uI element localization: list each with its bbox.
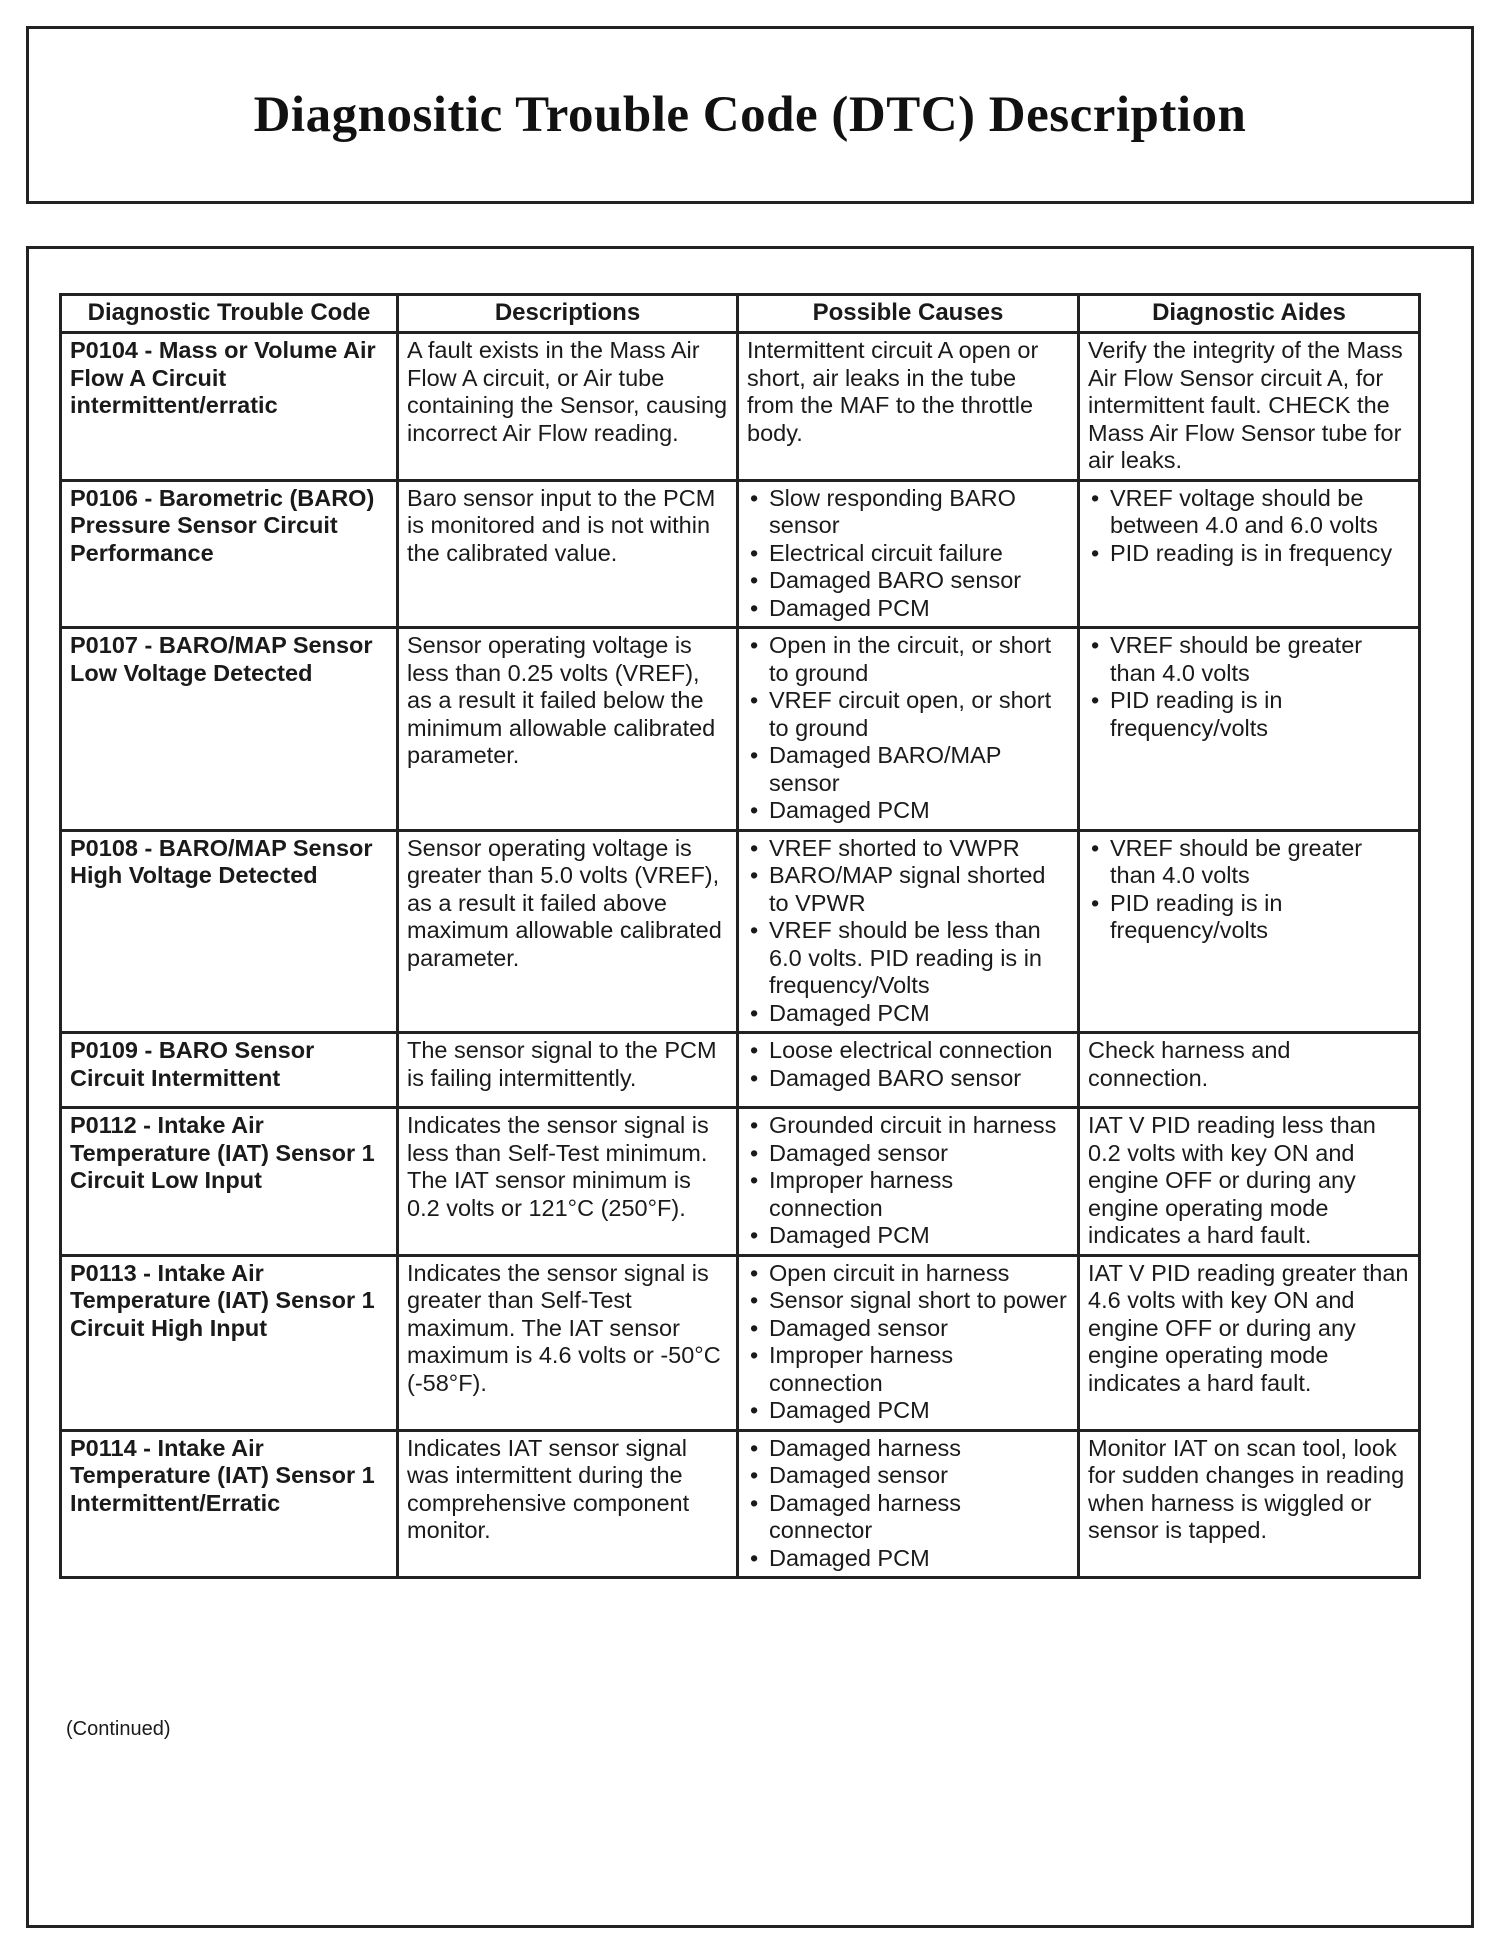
possible-causes-cell: [738, 628, 1079, 831]
possible-causes-cell: [738, 480, 1079, 628]
possible-causes-cell: [738, 1108, 1079, 1256]
list-item: • Damaged PCM: [747, 1545, 1069, 1573]
diagnostic-aides-list: [1088, 835, 1410, 945]
possible-causes-list: [747, 1435, 1069, 1573]
diagnostic-aides-cell: [1079, 1430, 1420, 1578]
dtc-code-cell: P0107 - BARO/MAP Sensor Low Voltage Detected: [61, 628, 398, 831]
diagnostic-aides-cell: [1079, 480, 1420, 628]
list-item: • Damaged sensor: [747, 1140, 1069, 1168]
description-cell: Sensor operating voltage is less than 0.25 volts (VREF), as a result it failed below the minimum allowable calibrated parameter.: [398, 628, 738, 831]
cell-text: Check harness and connection.: [1088, 1037, 1291, 1091]
diagnostic-aides-list: [1088, 632, 1410, 742]
list-item: • Open in the circuit, or short to ground: [747, 632, 1069, 687]
dtc-table: [59, 293, 1421, 1579]
description-cell: Sensor operating voltage is greater than 5.0 volts (VREF), as a result it failed above maximum allowable calibrated parameter.: [398, 830, 738, 1033]
diagnostic-aides-cell: [1079, 1108, 1420, 1256]
list-item: • Damaged PCM: [747, 1222, 1069, 1250]
possible-causes-cell: [738, 1430, 1079, 1578]
list-item: • VREF shorted to VWPR: [747, 835, 1069, 863]
title-box: [26, 26, 1474, 204]
possible-causes-list: [747, 835, 1069, 1028]
diagnostic-aides-cell: [1079, 1033, 1420, 1108]
list-item: • Damaged BARO sensor: [747, 1065, 1069, 1093]
possible-causes-list: [747, 1260, 1069, 1425]
diagnostic-aides-cell: [1079, 628, 1420, 831]
continued-note: (Continued): [66, 1718, 171, 1740]
possible-causes-list: [747, 485, 1069, 623]
list-item: • BARO/MAP signal shorted to VPWR: [747, 862, 1069, 917]
list-item: • VREF circuit open, or short to ground: [747, 687, 1069, 742]
list-item: • PID reading is in frequency/volts: [1088, 890, 1410, 945]
dtc-code-cell: P0109 - BARO Sensor Circuit Intermittent: [61, 1033, 398, 1108]
list-item: • Grounded circuit in harness: [747, 1112, 1069, 1140]
possible-causes-list: [747, 1112, 1069, 1250]
description-cell: The sensor signal to the PCM is failing intermittently.: [398, 1033, 738, 1108]
list-item: • Damaged harness: [747, 1435, 1069, 1463]
dtc-code-cell: P0104 - Mass or Volume Air Flow A Circuit intermittent/erratic: [61, 333, 398, 481]
dtc-code-cell: P0106 - Barometric (BARO) Pressure Sensor Circuit Performance: [61, 480, 398, 628]
description-cell: Indicates the sensor signal is less than Self-Test minimum. The IAT sensor minimum is 0.2 volts or 121°C (250°F).: [398, 1108, 738, 1256]
dtc-code-cell: P0108 - BARO/MAP Sensor High Voltage Detected: [61, 830, 398, 1033]
description-cell: A fault exists in the Mass Air Flow A circuit, or Air tube containing the Sensor, causing incorrect Air Flow reading.: [398, 333, 738, 481]
list-item: • Sensor signal short to power: [747, 1287, 1069, 1315]
cell-text: IAT V PID reading greater than 4.6 volts with key ON and engine OFF or during any engine operating mode indicates a hard fault.: [1088, 1259, 1409, 1396]
page-title: Diagnositic Trouble Code (DTC) Description: [253, 87, 1247, 143]
table-row: [61, 830, 1420, 1033]
possible-causes-cell: [738, 333, 1079, 481]
list-item: • Damaged PCM: [747, 1397, 1069, 1425]
list-item: • VREF voltage should be between 4.0 and 6.0 volts: [1088, 485, 1410, 540]
list-item: • Improper harness connection: [747, 1167, 1069, 1222]
list-item: • PID reading is in frequency/volts: [1088, 687, 1410, 742]
list-item: • Improper harness connection: [747, 1342, 1069, 1397]
list-item: • Damaged sensor: [747, 1315, 1069, 1343]
table-row: [61, 628, 1420, 831]
column-header-descriptions: Descriptions: [398, 295, 738, 333]
list-item: • Damaged BARO/MAP sensor: [747, 742, 1069, 797]
column-header-diagnostic-aides: Diagnostic Aides: [1079, 295, 1420, 333]
list-item: • Open circuit in harness: [747, 1260, 1069, 1288]
table-row: [61, 1033, 1420, 1108]
list-item: • VREF should be greater than 4.0 volts: [1088, 835, 1410, 890]
list-item: • Damaged harness connector: [747, 1490, 1069, 1545]
cell-text: Verify the integrity of the Mass Air Flow Sensor circuit A, for intermittent fault. CHECK the Mass Air Flow Sensor tube for air leaks.: [1088, 337, 1403, 473]
possible-causes-cell: [738, 830, 1079, 1033]
list-item: • Electrical circuit failure: [747, 540, 1069, 568]
description-cell: Indicates the sensor signal is greater than Self-Test maximum. The IAT sensor maximum is 4.6 volts or -50°C (-58°F).: [398, 1255, 738, 1430]
table-body: [61, 333, 1420, 1578]
dtc-code-cell: P0114 - Intake Air Temperature (IAT) Sensor 1 Intermittent/Erratic: [61, 1430, 398, 1578]
possible-causes-cell: [738, 1255, 1079, 1430]
cell-text: Intermittent circuit A open or short, air leaks in the tube from the MAF to the throttle body.: [747, 337, 1039, 446]
diagnostic-aides-list: [1088, 485, 1410, 568]
cell-text: Monitor IAT on scan tool, look for sudden changes in reading when harness is wiggled or sensor is tapped.: [1088, 1434, 1405, 1543]
table-row: [61, 480, 1420, 628]
column-header-code: Diagnostic Trouble Code: [61, 295, 398, 333]
diagnostic-aides-cell: [1079, 1255, 1420, 1430]
list-item: • Loose electrical connection: [747, 1037, 1069, 1065]
table-row: [61, 1255, 1420, 1430]
description-cell: Baro sensor input to the PCM is monitored and is not within the calibrated value.: [398, 480, 738, 628]
list-item: • Slow responding BARO sensor: [747, 485, 1069, 540]
list-item: • Damaged sensor: [747, 1462, 1069, 1490]
table-row: [61, 1430, 1420, 1578]
possible-causes-list: [747, 632, 1069, 825]
possible-causes-cell: [738, 1033, 1079, 1108]
table-header-row: [61, 295, 1420, 333]
cell-text: IAT V PID reading less than 0.2 volts with key ON and engine OFF or during any engine operating mode indicates a hard fault.: [1088, 1112, 1376, 1248]
list-item: • Damaged PCM: [747, 595, 1069, 623]
diagnostic-aides-cell: [1079, 830, 1420, 1033]
column-header-possible-causes: Possible Causes: [738, 295, 1079, 333]
list-item: • Damaged PCM: [747, 797, 1069, 825]
list-item: • VREF should be greater than 4.0 volts: [1088, 632, 1410, 687]
dtc-code-cell: P0113 - Intake Air Temperature (IAT) Sensor 1 Circuit High Input: [61, 1255, 398, 1430]
list-item: • VREF should be less than 6.0 volts. PID reading is in frequency/Volts: [747, 917, 1069, 1000]
list-item: • Damaged BARO sensor: [747, 567, 1069, 595]
dtc-code-cell: P0112 - Intake Air Temperature (IAT) Sensor 1 Circuit Low Input: [61, 1108, 398, 1256]
list-item: • Damaged PCM: [747, 1000, 1069, 1028]
diagnostic-aides-cell: [1079, 333, 1420, 481]
table-row: [61, 1108, 1420, 1256]
description-cell: Indicates IAT sensor signal was intermittent during the comprehensive component monitor.: [398, 1430, 738, 1578]
table-row: [61, 333, 1420, 481]
list-item: • PID reading is in frequency: [1088, 540, 1410, 568]
possible-causes-list: [747, 1037, 1069, 1092]
